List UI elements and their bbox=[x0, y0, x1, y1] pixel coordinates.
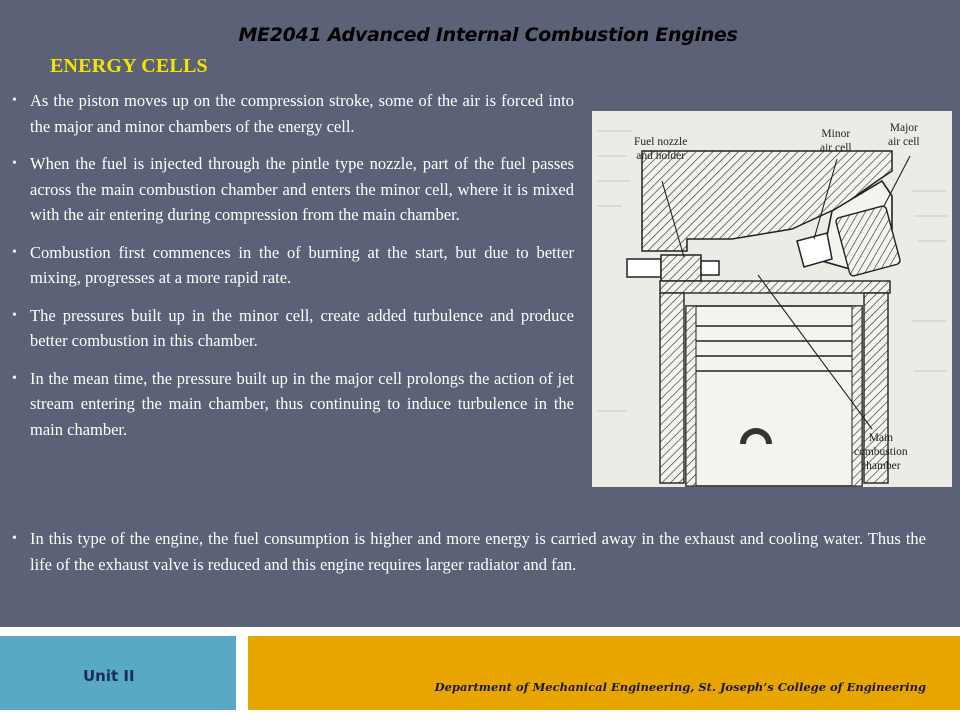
label-fuel-nozzle bbox=[634, 135, 687, 163]
label-line: Major bbox=[889, 122, 918, 134]
bullet-text: Combustion first commences in the of burning at the start, but due to better mixing, progresses at a more rapid rate. bbox=[30, 242, 574, 287]
bullet-item bbox=[12, 88, 574, 139]
bullet-list-full-width bbox=[12, 526, 926, 589]
label-minor-air-cell bbox=[820, 127, 852, 155]
label-line: combustion bbox=[854, 446, 908, 458]
bullet-text: As the piston moves up on the compression stroke, some of the air is forced into the major and minor chambers of the energy cell. bbox=[30, 91, 574, 136]
bullet-text: In the mean time, the pressure built up in the major cell prolongs the action of jet stream entering the main chamber, thus continuing to induce turbulence in the main chamber. bbox=[30, 368, 574, 439]
bullet-item bbox=[12, 303, 574, 354]
bullet-text: In this type of the engine, the fuel consumption is higher and more energy is carried away in the exhaust and cooling water. Thus the life of the exhaust valve is reduced and this engine requires larger radiator and fan. bbox=[30, 529, 926, 574]
bullet-glyph: • bbox=[12, 93, 17, 108]
course-title: ME2041 Advanced Internal Combustion Engines bbox=[238, 24, 738, 46]
bullet-list bbox=[12, 88, 574, 454]
energy-cell-diagram bbox=[592, 111, 952, 487]
section-heading: ENERGY CELLS bbox=[50, 55, 208, 77]
footer-department-label: Department of Mechanical Engineering, St. Joseph’s College of Engineering bbox=[434, 680, 926, 694]
bullet-item bbox=[12, 240, 574, 291]
label-line: Fuel nozzle bbox=[634, 136, 688, 148]
label-main-combustion-chamber bbox=[854, 431, 908, 473]
bullet-text: The pressures built up in the minor cell, create added turbulence and produce better combustion in this chamber. bbox=[30, 305, 574, 350]
bullet-item bbox=[12, 526, 926, 577]
bullet-text: When the fuel is injected through the pintle type nozzle, part of the fuel passes across the main combustion chamber and enters the minor cell, where it is mixed with the air entering during compression from the main chamber. bbox=[30, 154, 574, 224]
bullet-glyph: • bbox=[12, 156, 17, 171]
label-line: and holder bbox=[636, 150, 686, 162]
footer-department-panel bbox=[248, 636, 960, 710]
footer-unit-label: Unit II bbox=[83, 667, 135, 685]
bullet-glyph: • bbox=[12, 244, 17, 260]
fuel-nozzle bbox=[627, 255, 719, 281]
head-flange bbox=[660, 281, 890, 293]
label-line: Main bbox=[868, 432, 893, 444]
label-line: air cell bbox=[888, 136, 920, 148]
cylinder-wall-left bbox=[660, 293, 684, 483]
label-line: air cell bbox=[820, 142, 852, 154]
piston bbox=[686, 306, 862, 486]
bullet-glyph: • bbox=[12, 531, 17, 546]
bullet-glyph: • bbox=[12, 370, 17, 386]
bullet-item bbox=[12, 366, 574, 443]
label-major-air-cell bbox=[888, 121, 920, 149]
bullet-item bbox=[12, 151, 574, 228]
label-line: Minor bbox=[821, 128, 851, 140]
bullet-glyph: • bbox=[12, 307, 17, 323]
label-line: chamber bbox=[861, 460, 901, 472]
